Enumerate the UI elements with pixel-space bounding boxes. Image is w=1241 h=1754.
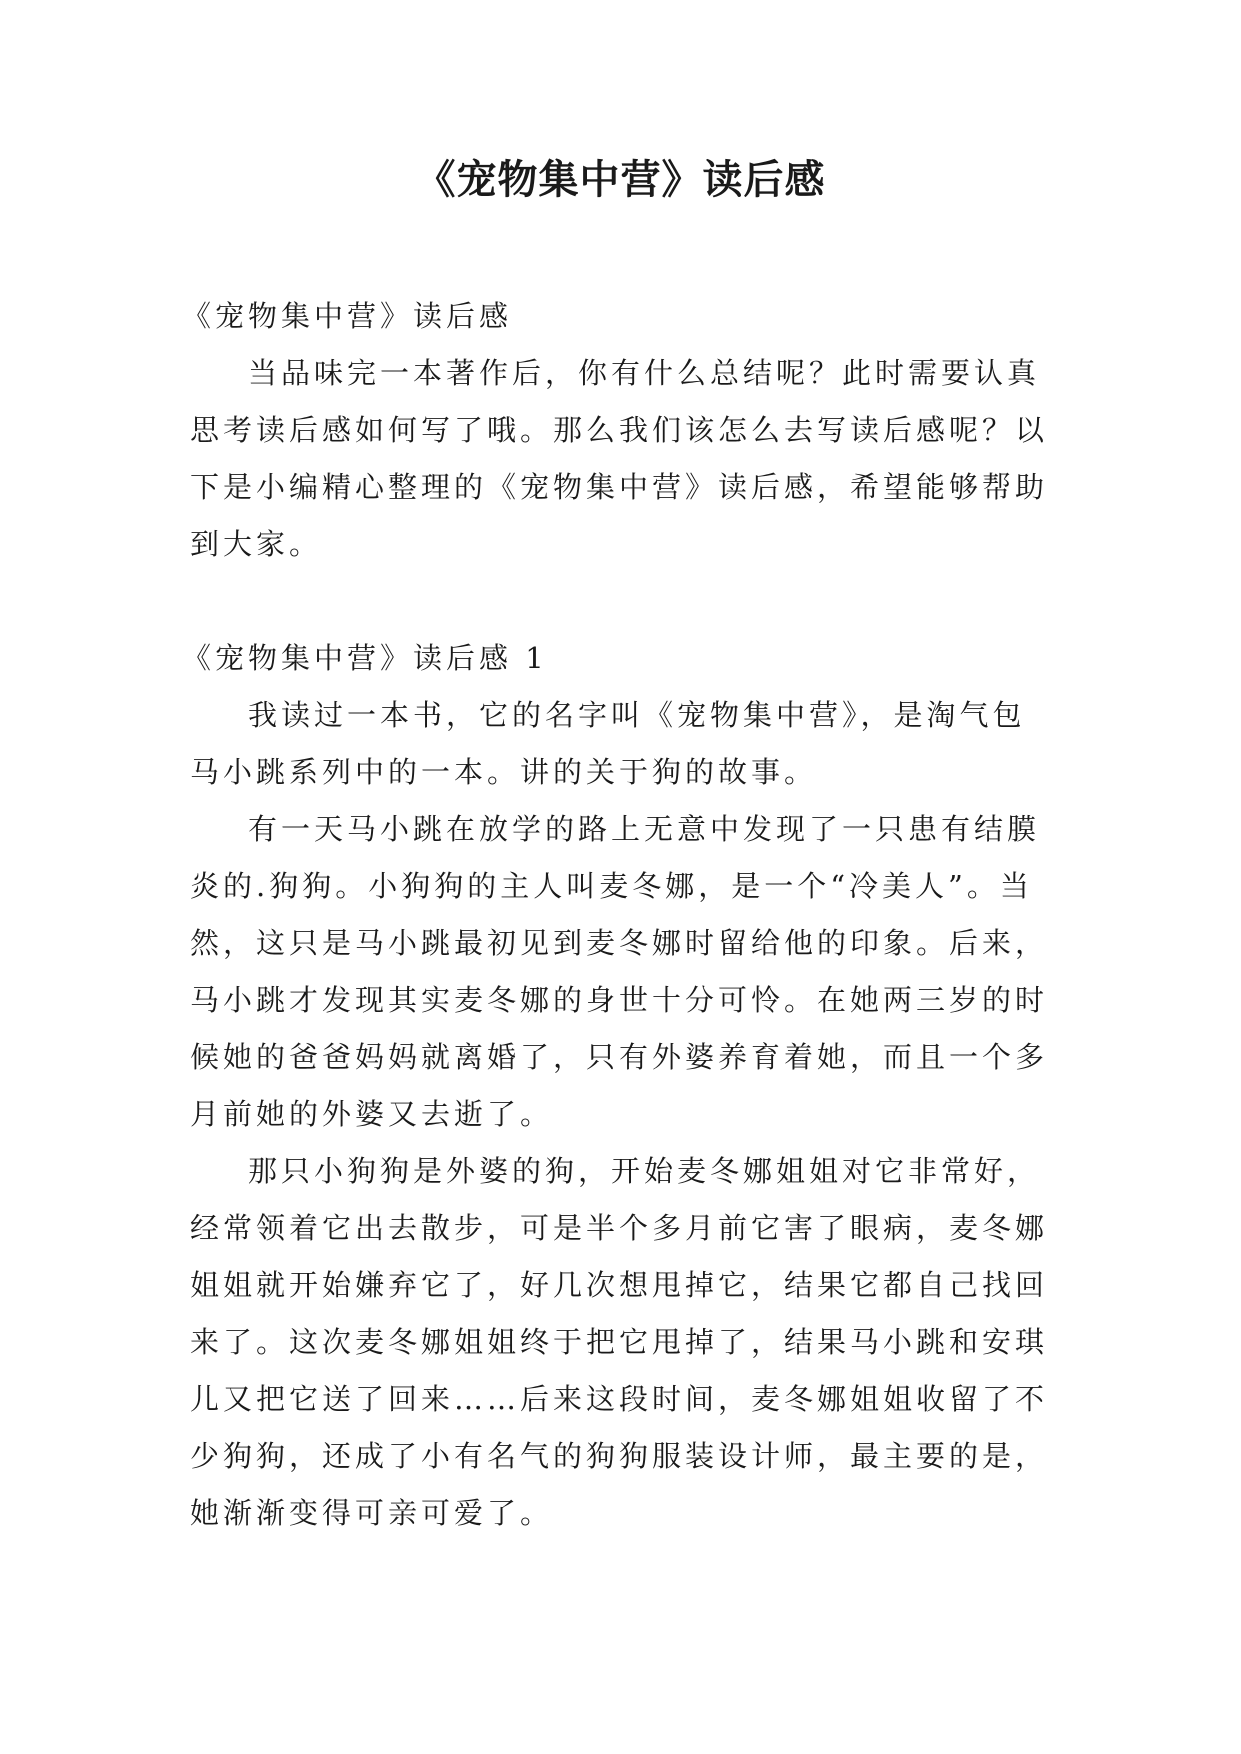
section1-paragraph-1: 我读过一本书，它的名字叫《宠物集中营》，是淘气包马小跳系列中的一本。讲的关于狗的故事。 xyxy=(190,698,1026,789)
section1-paragraph-3: 那只小狗狗是外婆的狗，开始麦冬娜姐姐对它非常好，经常领着它出去散步，可是半个多月前它害了眼病，麦冬娜姐姐就开始嫌弃它了，好几次想甩掉它，结果它都自己找回来了。这次麦冬娜姐姐终于把它甩掉了，结果马小跳和安琪儿又把它送了回来……后来这段时间，麦冬娜姐姐收留了不少狗狗，还成了小有名气的狗狗服装设计师，最主要的是，她渐渐变得可亲可爱了。 xyxy=(190,1154,1049,1530)
intro-paragraph: 当品味完一本著作后，你有什么总结呢？此时需要认真思考读后感如何写了哦。那么我们该怎么去写读后感呢？以下是小编精心整理的《宠物集中营》读后感，希望能够帮助到大家。 xyxy=(190,356,1049,561)
document-title: 《宠物集中营》读后感 xyxy=(415,156,826,203)
document-body xyxy=(182,288,1050,1542)
section-spacer xyxy=(190,573,1050,630)
section1-heading: 《宠物集中营》读后感 1 xyxy=(182,641,548,675)
section1-paragraph-2: 有一天马小跳在放学的路上无意中发现了一只患有结膜炎的.狗狗。小狗狗的主人叫麦冬娜，是一个“冷美人”。当然，这只是马小跳最初见到麦冬娜时留给他的印象。后来，马小跳才发现其实麦冬娜的身世十分可怜。在她两三岁的时候她的爸爸妈妈就离婚了，只有外婆养育着她，而且一个多月前她的外婆又去逝了。 xyxy=(190,812,1049,1131)
intro-heading: 《宠物集中营》读后感 xyxy=(182,299,513,333)
